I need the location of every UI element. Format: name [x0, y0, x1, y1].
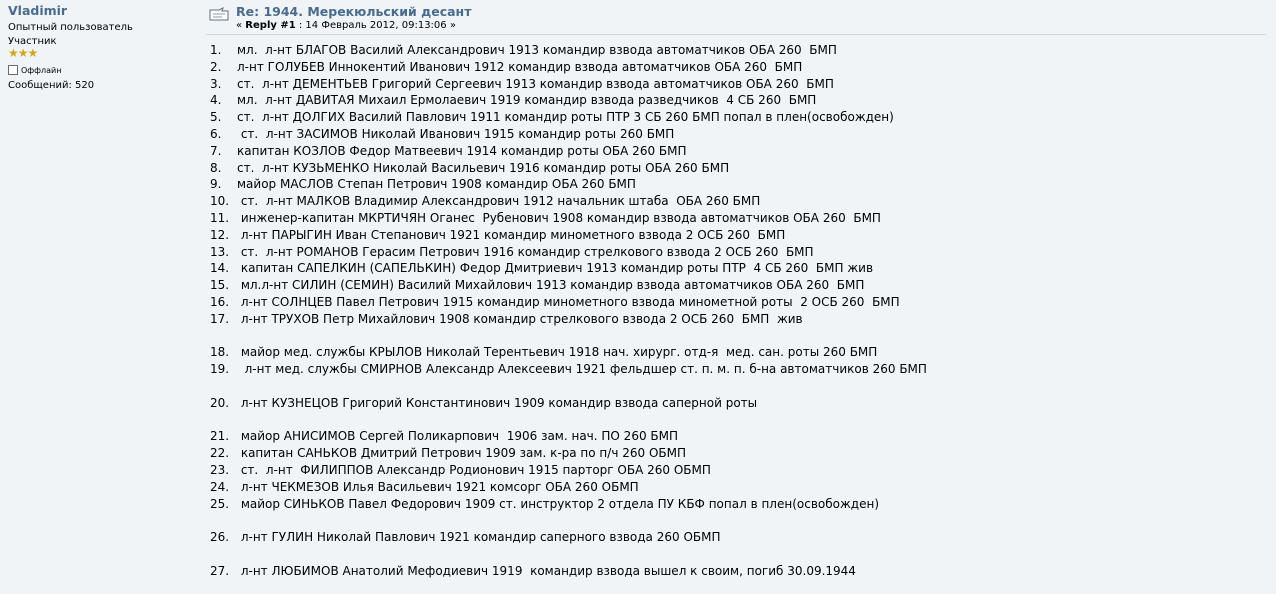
list-item	[210, 227, 1268, 244]
list-item-text: л-нт ГУЛИН Николай Павлович 1921 командир саперного взвода 260 ОБМП	[237, 530, 721, 545]
list-item-text: ст. л-нт ФИЛИППОВ Александр Родионович 1915 парторг ОБА 260 ОБМП	[237, 462, 711, 477]
blank-line	[210, 546, 1268, 563]
list-item	[210, 311, 1268, 328]
list-item	[210, 244, 1268, 261]
list-item	[210, 361, 1268, 378]
list-item-text: капитан КОЗЛОВ Федор Матвеевич 1914 командир роты ОБА 260 БМП	[237, 143, 687, 158]
list-item-number: 22.	[210, 446, 230, 461]
list-item-number: 4.	[210, 93, 222, 108]
list-item-number: 14.	[210, 261, 230, 276]
blank-line	[210, 512, 1268, 529]
list-item-number: 19.	[210, 362, 230, 377]
list-item-number: 17.	[210, 311, 230, 326]
list-item	[210, 193, 1268, 210]
post-count: Сообщений: 520	[8, 80, 95, 91]
list-item	[210, 109, 1268, 126]
list-item	[210, 529, 1268, 546]
list-item-text: л-нт мед. службы СМИРНОВ Александр Алексеевич 1921 фельдшер ст. п. м. п. б-на автоматчиков 260 БМП	[237, 362, 927, 377]
blank-line	[210, 378, 1268, 395]
list-item-number: 7.	[210, 143, 222, 158]
rank-stars-icon: ★★★	[8, 46, 38, 60]
list-item-text: капитан САНЬКОВ Дмитрий Петрович 1909 зам. к-ра по п/ч 260 ОБМП	[237, 446, 686, 461]
post-title-link[interactable]: Re: 1944. Мерекюльский десант	[236, 4, 472, 19]
list-item-text: ст. л-нт РОМАНОВ Герасим Петрович 1916 командир стрелкового взвода 2 ОСБ 260 БМП	[237, 244, 814, 259]
list-item-text: ст. л-нт ЗАСИМОВ Николай Иванович 1915 командир роты 260 БМП	[237, 126, 675, 141]
reply-prefix: «	[236, 20, 246, 31]
message-icon	[208, 7, 230, 23]
list-item	[210, 210, 1268, 227]
list-item-text: ст. л-нт КУЗЬМЕНКО Николай Васильевич 1916 командир роты ОБА 260 БМП	[237, 160, 730, 175]
list-item-text: л-нт ГОЛУБЕВ Иннокентий Иванович 1912 командир взвода автоматчиков ОБА 260 БМП	[237, 59, 803, 74]
list-item-text: майор мед. службы КРЫЛОВ Николай Терентьевич 1918 нач. хирург. отд-я мед. сан. роты 260 БМП	[237, 345, 878, 360]
post-content-area	[196, 0, 1276, 594]
list-item-number: 27.	[210, 563, 230, 578]
list-item	[210, 428, 1268, 445]
list-item-number: 1.	[210, 43, 222, 57]
poster-group: Участник	[8, 36, 57, 47]
list-item-number: 2.	[210, 59, 222, 74]
list-item-number: 3.	[210, 76, 222, 91]
list-item-number: 25.	[210, 496, 230, 511]
list-item-text: инженер-капитан МКРТИЧЯН Оганес Рубенович 1908 командир взвода автоматчиков ОБА 260 БМП	[237, 210, 881, 225]
list-item	[210, 160, 1268, 177]
list-item-number: 11.	[210, 210, 230, 225]
poster-info-panel	[0, 0, 196, 594]
list-item-number: 24.	[210, 479, 230, 494]
list-item-number: 9.	[210, 177, 222, 192]
list-item	[210, 42, 1268, 59]
reply-number-link[interactable]: Reply #1	[245, 20, 296, 31]
list-item	[210, 126, 1268, 143]
list-item-number: 5.	[210, 110, 222, 125]
list-item-number: 18.	[210, 345, 230, 360]
list-item-text: ст. л-нт ДОЛГИХ Василий Павлович 1911 командир роты ПТР 3 СБ 260 БМП попал в плен(освобожден)	[237, 110, 894, 125]
list-item-number: 20.	[210, 395, 230, 410]
list-item-number: 8.	[210, 160, 222, 175]
list-item-text: л-нт ТРУХОВ Петр Михайлович 1908 командир стрелкового взвода 2 ОСБ 260 БМП жив	[237, 311, 803, 326]
list-item-text: майор МАСЛОВ Степан Петрович 1908 командир ОБА 260 БМП	[237, 177, 636, 192]
list-item	[210, 59, 1268, 76]
online-status	[8, 65, 61, 75]
list-item-number: 12.	[210, 227, 230, 242]
list-item	[210, 462, 1268, 479]
blank-line	[210, 328, 1268, 345]
post-meta	[236, 20, 456, 31]
list-item-number: 21.	[210, 429, 230, 444]
list-item-number: 26.	[210, 530, 230, 545]
list-item-text: майор АНИСИМОВ Сергей Поликарпович 1906 зам. нач. ПО 260 БМП	[237, 429, 679, 444]
list-item	[210, 92, 1268, 109]
list-item-text: л-нт СОЛНЦЕВ Павел Петрович 1915 командир минометного взвода минометной роты 2 ОСБ 260 БМП	[237, 294, 900, 309]
divider	[206, 34, 1266, 35]
list-item	[210, 344, 1268, 361]
list-item	[210, 76, 1268, 93]
list-item	[210, 496, 1268, 513]
list-item	[210, 260, 1268, 277]
list-item-text: майор СИНЬКОВ Павел Федорович 1909 ст. инструктор 2 отдела ПУ КБФ попал в плен(освобожден)	[237, 496, 879, 511]
list-item-text: л-нт ЛЮБИМОВ Анатолий Мефодиевич 1919 командир взвода вышел к своим, погиб 30.09.1944	[237, 563, 856, 578]
list-item-number: 10.	[210, 194, 230, 209]
list-item-number: 13.	[210, 244, 230, 259]
list-item	[210, 479, 1268, 496]
list-item-text: л-нт ПАРЫГИН Иван Степанович 1921 командир минометного взвода 2 ОСБ 260 БМП	[237, 227, 786, 242]
list-item-number: 16.	[210, 294, 230, 309]
offline-status-icon	[8, 65, 18, 75]
list-item	[210, 143, 1268, 160]
poster-name-link[interactable]: Vladimir	[8, 3, 68, 18]
list-item-text: мл. л-нт БЛАГОВ Василий Александрович 1913 командир взвода автоматчиков ОБА 260 БМП	[237, 43, 837, 57]
list-item-number: 6.	[210, 126, 222, 141]
list-item-text: ст. л-нт МАЛКОВ Владимир Александрович 1912 начальник штаба ОБА 260 БМП	[237, 194, 761, 209]
post-date: : 14 Февраль 2012, 09:13:06 »	[295, 20, 456, 31]
list-item-text: мл.л-нт СИЛИН (СЕМИН) Василий Михайлович 1913 командир взвода автоматчиков ОБА 260 БМП	[237, 278, 865, 293]
list-item-number: 23.	[210, 462, 230, 477]
list-item	[210, 277, 1268, 294]
list-item-text: л-нт ЧЕКМЕЗОВ Илья Васильевич 1921 комсорг ОБА 260 ОБМП	[237, 479, 639, 494]
list-item	[210, 395, 1268, 412]
list-item-text: ст. л-нт ДЕМЕНТЬЕВ Григорий Сергеевич 1913 командир взвода автоматчиков ОБА 260 БМП	[237, 76, 834, 91]
list-item	[210, 176, 1268, 193]
list-item	[210, 445, 1268, 462]
list-item-number: 15.	[210, 278, 230, 293]
list-item-text: л-нт КУЗНЕЦОВ Григорий Константинович 1909 командир взвода саперной роты	[237, 395, 758, 410]
list-item	[210, 563, 1268, 580]
list-item-text: мл. л-нт ДАВИТАЯ Михаил Ермолаевич 1919 командир взвода разведчиков 4 СБ 260 БМП	[237, 93, 817, 108]
poster-rank: Опытный пользователь	[8, 22, 133, 33]
post-body	[210, 42, 1268, 580]
list-item	[210, 294, 1268, 311]
blank-line	[210, 412, 1268, 429]
list-item-text: капитан САПЕЛКИН (САПЕЛЬКИН) Федор Дмитриевич 1913 командир роты ПТР 4 СБ 260 БМП жив	[237, 261, 874, 276]
online-status-label: Оффлайн	[21, 65, 62, 75]
